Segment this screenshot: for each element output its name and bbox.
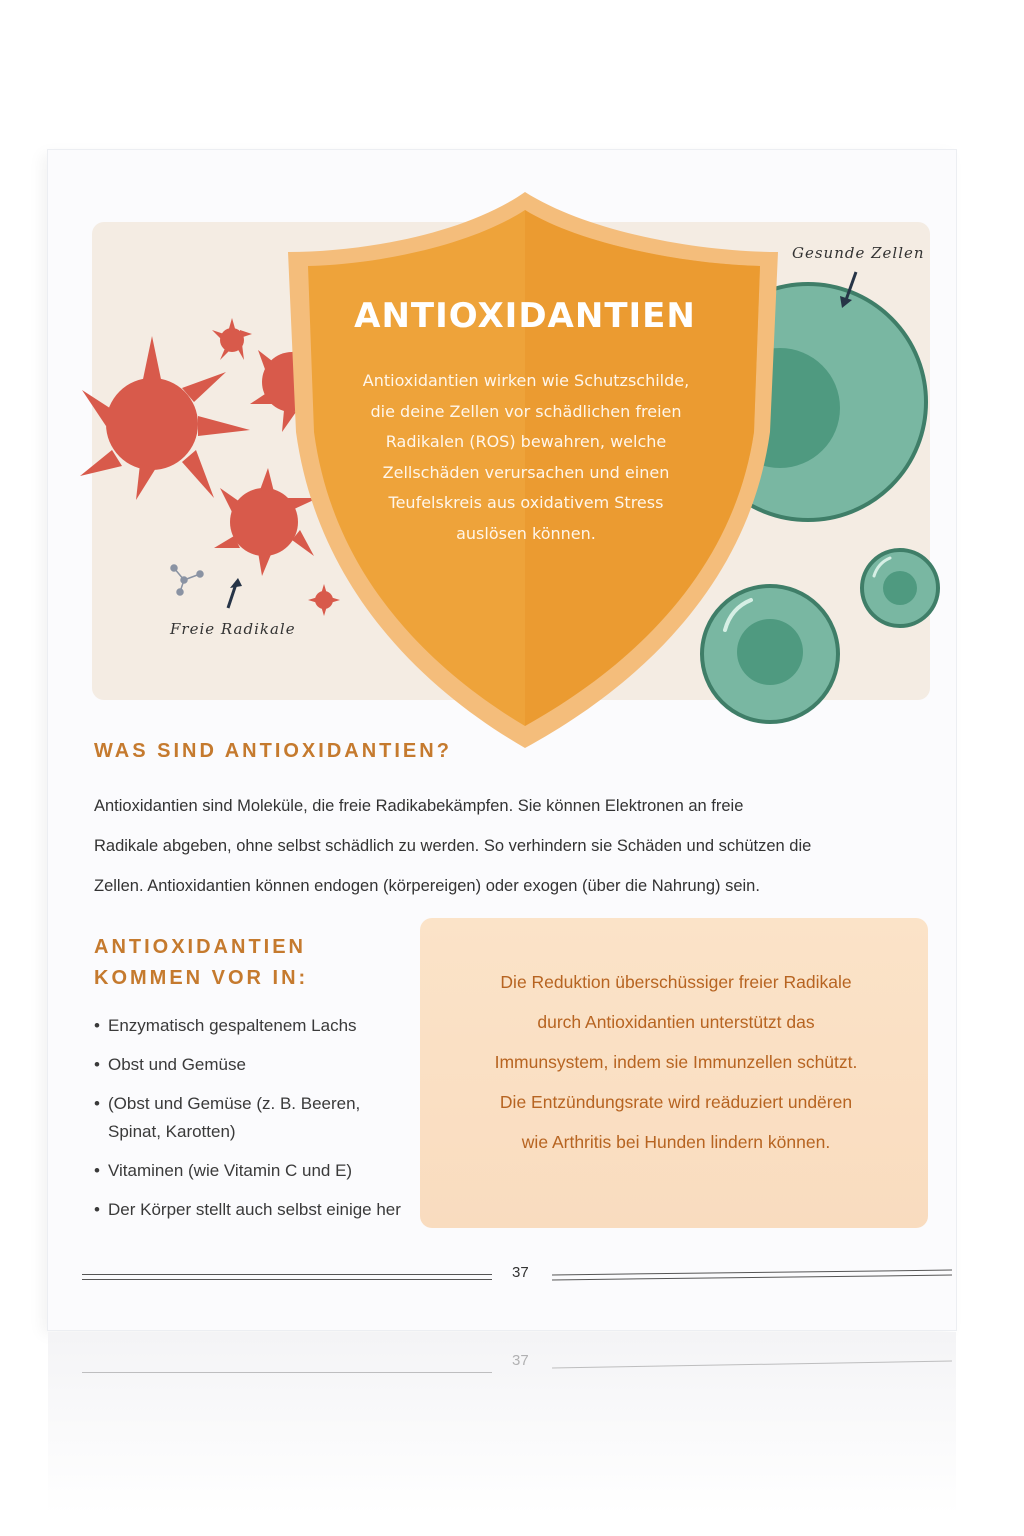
hero-title: ANTIOXIDANTIEN <box>354 296 696 336</box>
label-free-radicals: Freie Radikale <box>170 620 296 638</box>
list-item: • Vitaminen (wie Vitamin C und E) <box>94 1157 414 1185</box>
list-item: • Obst und Gemüse <box>94 1051 414 1079</box>
list-item: • Der Körper stellt auch selbst einige her <box>94 1196 414 1224</box>
reflection-page-number: 37 <box>512 1352 529 1369</box>
molecule-icon <box>171 565 203 595</box>
intro-line-3: Zellen. Antioxidantien können endogen (körpereigen) oder exogen (über die Nahrung) sein. <box>94 877 760 895</box>
callout-line-3: Immunsystem, indem sie Immunzellen schützt. <box>494 1052 858 1072</box>
label-healthy-cells: Gesunde Zellen <box>792 244 925 262</box>
intro-line-1: Antioxidantien sind Moleküle, die freie Radikabekämpfen. Sie können Elektronen an freie <box>94 797 744 815</box>
callout-line-5: wie Arthritis bei Hunden lindern können. <box>521 1132 831 1152</box>
intro-line-2: Radikale abgeben, ohne selbst schädlich zu werden. So verhindern sie Schäden und schützen die <box>94 837 812 855</box>
sources-heading-line-1: ANTIOXIDANTIEN <box>94 936 306 958</box>
page-number: 37 <box>512 1264 529 1281</box>
free-radical-small <box>212 318 252 360</box>
sources-heading-line-2: KOMMEN VOR IN: <box>94 967 309 989</box>
callout-line-2: durch Antioxidantien unterstützt das <box>537 1012 815 1032</box>
healthy-cell-small <box>862 550 938 626</box>
callout-line-4: Die Entzündungsrate wird reäduziert undëren <box>499 1092 853 1112</box>
free-radical-large <box>80 336 250 500</box>
intro-paragraph <box>94 786 934 906</box>
footer-rule-left-2 <box>82 1279 492 1280</box>
callout-text <box>438 962 914 1162</box>
arrow-radicals-icon <box>228 578 242 608</box>
callout-line-1: Die Reduktion überschüssiger freier Radikale <box>500 972 852 992</box>
page-reflection <box>48 1332 956 1536</box>
hero-description: Antioxidantien wirken wie Schutzschilde, die deine Zellen vor schädlichen freien Radikalen (ROS) bewahren, welche Zellschäden verursachen und einen Teufelskreis aus oxidativem Stress auslösen können. <box>362 371 690 543</box>
section-heading-what: WAS SIND ANTIOXIDANTIEN? <box>94 740 452 762</box>
list-item: • Enzymatisch gespaltenem Lachs <box>94 1012 414 1040</box>
list-item: • (Obst und Gemüse (z. B. Beeren, Spinat, Karotten) <box>94 1090 414 1146</box>
sources-list <box>94 1012 414 1235</box>
footer-rule-left <box>82 1274 492 1275</box>
section-heading-sources <box>94 932 308 994</box>
